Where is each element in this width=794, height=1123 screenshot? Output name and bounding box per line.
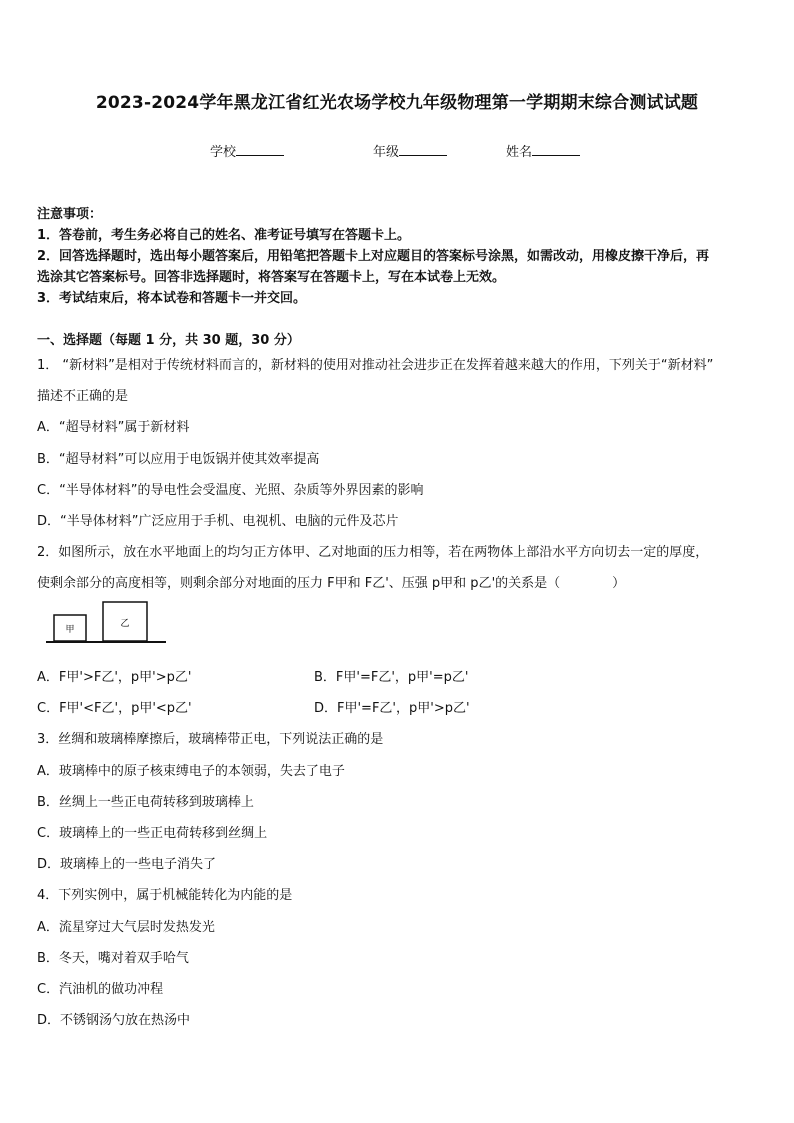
cubes-figure <box>46 598 166 648</box>
notice-heading: 注意事项： <box>37 207 103 222</box>
label-yi: 乙 <box>120 619 130 629</box>
q4-option-b: B．冬天，嘴对着双手哈气 <box>37 951 189 966</box>
exam-title: 2023-2024学年黑龙江省红光农场学校九年级物理第一学期期末综合测试试题 <box>95 93 699 113</box>
q3-option-b: B．丝绸上一些正电荷转移到玻璃棒上 <box>37 795 254 810</box>
q4-option-c: C．汽油机的做功冲程 <box>37 982 164 997</box>
q1-stem-line1: 1． “新材料”是相对于传统材料而言的，新材料的使用对推动社会进步正在发挥着越来越大的作用，下列关于“新材料” <box>37 358 714 373</box>
school-field <box>210 141 284 160</box>
section-heading: 一、选择题（每题 1 分，共 30 题，30 分） <box>37 333 300 348</box>
name-field <box>506 141 580 160</box>
notice-item-3: 3．考试结束后，将本试卷和答题卡一并交回。 <box>37 291 307 306</box>
q1-option-a: A．“超导材料”属于新材料 <box>37 420 190 435</box>
grade-field <box>373 141 447 160</box>
notice-item-2: 2．回答选择题时，选出每小题答案后，用铅笔把答题卡上对应题目的答案标号涂黑，如需改动，用橡皮擦干净后，再 <box>37 249 710 264</box>
q1-option-b: B．“超导材料”可以应用于电饭锅并使其效率提高 <box>37 452 320 467</box>
school-label: 学校 <box>210 145 237 160</box>
q4-option-d: D．不锈钢汤勺放在热汤中 <box>37 1013 191 1028</box>
notice-item-2-cont: 选涂其它答案标号。回答非选择题时，将答案写在答题卡上，写在本试卷上无效。 <box>37 270 506 285</box>
label-jia: 甲 <box>65 625 75 635</box>
q3-option-a: A．玻璃棒中的原子核束缚电子的本领弱，失去了电子 <box>37 764 345 779</box>
q1-option-d: D．“半导体材料”广泛应用于手机、电视机、电脑的元件及芯片 <box>37 514 399 529</box>
q4-stem: 4．下列实例中，属于机械能转化为内能的是 <box>37 888 293 903</box>
grade-blank[interactable] <box>399 142 447 156</box>
school-blank[interactable] <box>236 142 284 156</box>
q3-option-c: C．玻璃棒上的一些正电荷转移到丝绸上 <box>37 826 268 841</box>
name-blank[interactable] <box>532 142 580 156</box>
q2-stem-line2: 使剩余部分的高度相等，则剩余部分对地面的压力 F甲和 F乙'、压强 p甲和 p乙'的关系是（ ） <box>37 576 626 591</box>
q1-stem-line2: 描述不正确的是 <box>37 389 129 404</box>
q1-option-c: C．“半导体材料”的导电性会受温度、光照、杂质等外界因素的影响 <box>37 483 424 498</box>
q4-option-a: A．流星穿过大气层时发热发光 <box>37 920 215 935</box>
q2-stem-line1: 2．如图所示，放在水平地面上的均匀正方体甲、乙对地面的压力相等，若在两物体上部沿水平方向切去一定的厚度， <box>37 545 709 560</box>
notice-item-1: 1．答卷前，考生务必将自己的姓名、准考证号填写在答题卡上。 <box>37 228 411 243</box>
q2-option-a: A．F甲'>F乙'，p甲'>p乙' <box>37 670 192 685</box>
q2-option-d: D．F甲'=F乙'，p甲'>p乙' <box>314 701 470 716</box>
q3-stem: 3．丝绸和玻璃棒摩擦后，玻璃棒带正电，下列说法正确的是 <box>37 732 384 747</box>
grade-label: 年级 <box>373 145 400 160</box>
q3-option-d: D．玻璃棒上的一些电子消失了 <box>37 857 217 872</box>
name-label: 姓名 <box>506 145 533 160</box>
q2-option-c: C．F甲'<F乙'，p甲'<p乙' <box>37 701 192 716</box>
q2-option-b: B．F甲'=F乙'，p甲'=p乙' <box>314 670 469 685</box>
